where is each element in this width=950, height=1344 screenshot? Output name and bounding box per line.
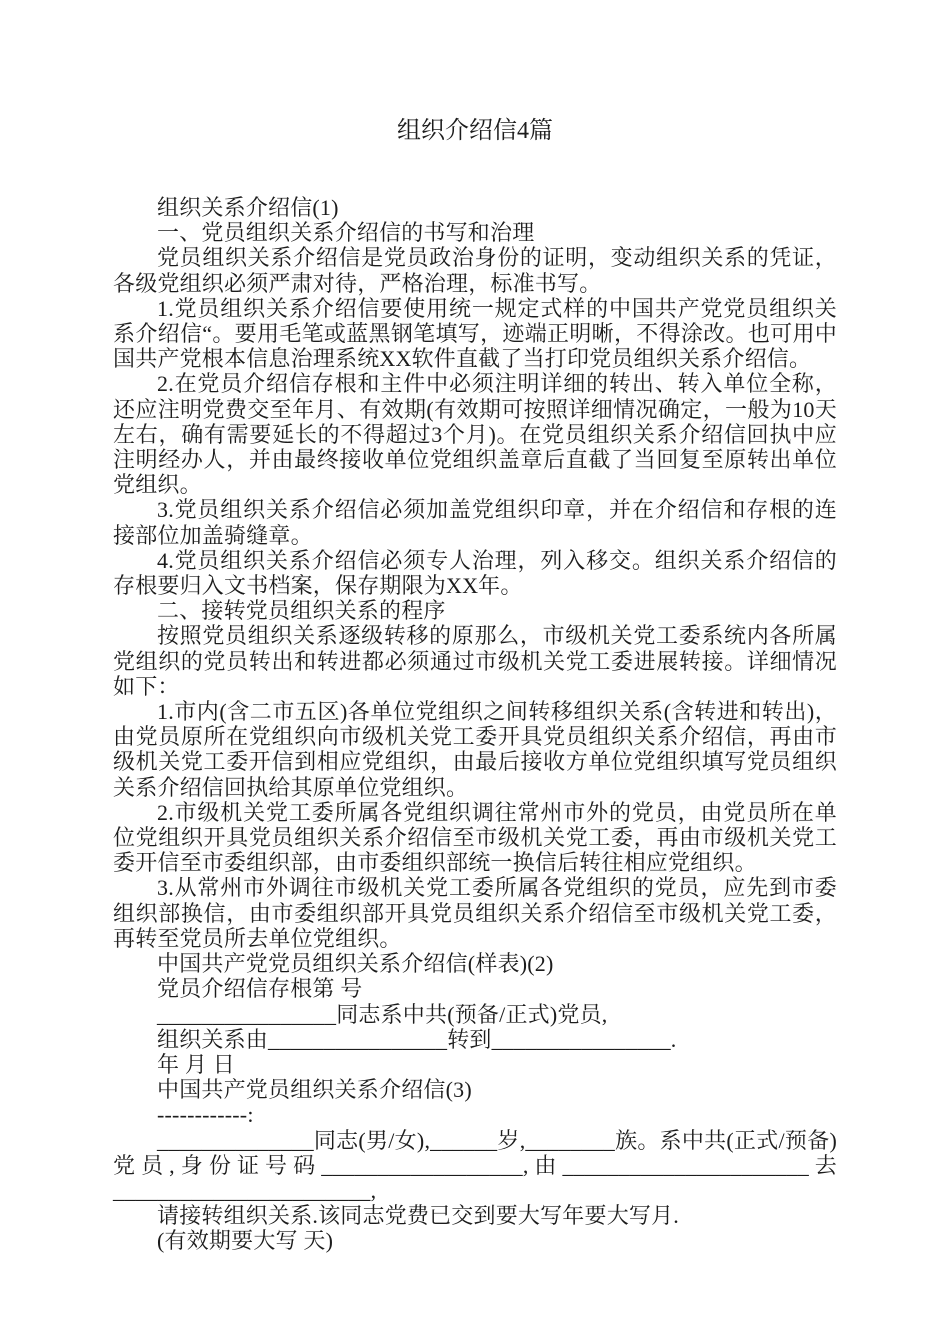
salutation-line: ------------: [157,1102,254,1128]
member-status-line: ________________同志系中共(预备/正式)党员, [157,1001,608,1027]
section1-heading: 一、党员组织关系介绍信的书写和治理 [157,220,535,246]
validity-line: (有效期要大写 天) [157,1228,334,1254]
letter2-heading: 中国共产党党员组织关系介绍信(样表)(2) [157,951,554,977]
procedure-item-3: 3.从常州市外调往市级机关党工委所属各党组织的党员，应先到市委组织部换信，由市委组织部开具党员组织关系介绍信至市级机关党工委，再转至党员所去单位党组织。 [113,875,837,951]
numbered-item-4: 4.党员组织关系介绍信必须专人治理，列入移交。组织关系介绍信的存根要归入文书档案，保存期限为XX年。 [113,547,837,599]
document-title: 组织介绍信4篇 [397,118,553,144]
letter3-heading: 中国共产党员组织关系介绍信(3) [157,1077,472,1103]
procedure-item-1: 1.市内(含二市五区)各单位党组织之间转移组织关系(含转进和转出)，由党员原所在党组织向市级机关党工委开具党员组织关系介绍信，再由市级机关党工委开信到相应党组织，由最后接收方单位党组织填写党员组织关系介绍信回执给其原单位党组织。 [113,699,837,800]
request-line: 请接转组织关系.该同志党费已交到要大写年要大写月. [157,1203,680,1229]
section2-heading: 二、接转党员组织关系的程序 [157,598,446,624]
letter1-heading: 组织关系介绍信(1) [157,195,339,220]
numbered-item-1: 1.党员组织关系介绍信要使用统一规定式样的中国共产党党员组织关系介绍信“。要用毛笔或蓝黑钢笔填写，迹端正明晰，不得涂改。也可用中国共产党根本信息治理系统XX软件直截了当打印党员组织关系介绍信。 [113,295,837,372]
member-info-line: ______________同志(男/女),______岁,________族。系中共(正式/预备)党员,身份证号码__________________,由______________________去_______________________, [113,1127,837,1203]
date-line: 年 月 日 [157,1051,236,1077]
document-body [113,195,837,1254]
paragraph-procedure: 按照党员组织关系逐级转移的原那么，市级机关党工委系统内各所属党组织的党员转出和转进都必须通过市级机关党工委进展转接。详细情况如下： [113,623,837,699]
transfer-line: 组织关系由________________转到________________. [157,1026,677,1052]
stub-number-line: 党员介绍信存根第 号 [157,976,363,1002]
procedure-item-2: 2.市级机关党工委所属各党组织调往常州市外的党员，由党员所在单位党组织开具党员组织关系介绍信至市级机关党工委，再由市级机关党工委开信至市委组织部，由市委组织部统一换信后转往相应党组织。 [113,799,837,876]
numbered-item-3: 3.党员组织关系介绍信必须加盖党组织印章，并在介绍信和存根的连接部位加盖骑缝章。 [113,497,837,548]
paragraph-intro: 党员组织关系介绍信是党员政治身份的证明，变动组织关系的凭证，各级党组织必须严肃对待，严格治理，标准书写。 [113,245,837,296]
numbered-item-2: 2.在党员介绍信存根和主件中必须注明详细的转出、转入单位全称，还应注明党费交至年月、有效期(有效期可按照详细情况确定，一般为10天左右，确有需要延长的不得超过3个月)。在党员组织关系介绍信回执中应注明经办人，并由最终接收单位党组织盖章后直截了当回复至原转出单位党组织。 [113,371,837,498]
